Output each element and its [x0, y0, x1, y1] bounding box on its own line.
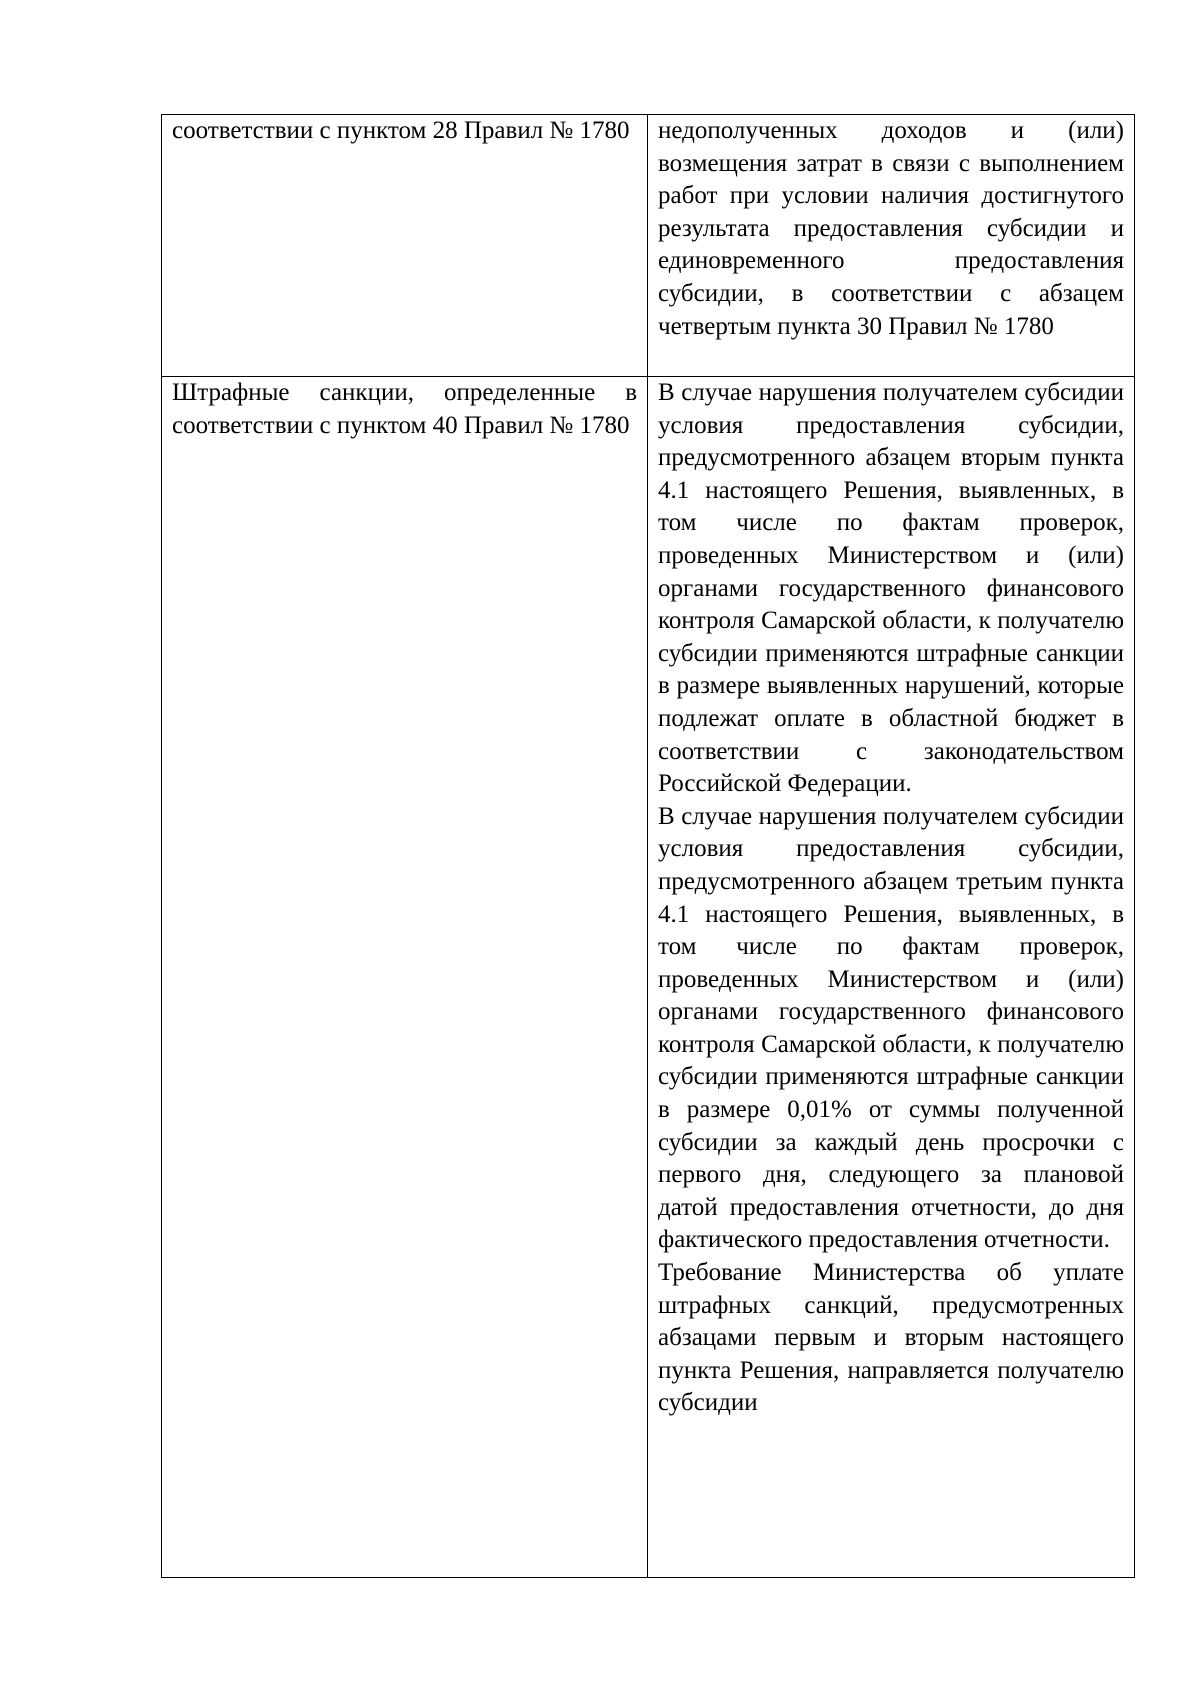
table-cell-right — [648, 115, 1135, 377]
cell-paragraph: В случае нарушения получателем субсидии условия предоставления субсидии, предусмотренного абзацем третьим пункта 4.1 настоящего Решения, выявленных, в том числе по фактам проверок, проведенных Министерством и (или) органами государственного финансового контроля Самарской области, к получателю субсидии применяются штрафные санкции в размере 0,01% от суммы полученной субсидии за каждый день просрочки с первого дня, следующего за плановой датой предоставления отчетности, до дня фактического предоставления отчетности. — [658, 802, 1124, 1254]
cell-paragraph: В случае нарушения получателем субсидии условия предоставления субсидии, предусмотренного абзацем вторым пункта 4.1 настоящего Решения, выявленных, в том числе по фактам проверок, проведенных Министерством и (или) органами государственного финансового контроля Самарской области, к получателю субсидии применяются штрафные санкции в размере выявленных нарушений, которые подлежат оплате в областной бюджет в соответствии с законодательством Российской Федерации. — [658, 379, 1124, 798]
table-cell-left — [162, 377, 648, 1578]
table-cell-left — [162, 115, 648, 377]
cell-text: Штрафные санкции, определенные в соответствии с пунктом 40 Правил № 1780 — [172, 379, 637, 439]
cell-text: соответствии с пунктом 28 Правил № 1780 — [172, 117, 630, 144]
cell-paragraph: недополученных доходов и (или) возмещения затрат в связи с выполнением работ при условии наличия достигнутого результата предоставления субсидии и единовременного предоставления субсидии, в соответствии с абзацем четвертым пункта 30 Правил № 1780 — [658, 117, 1124, 340]
document-table — [161, 114, 1135, 1578]
table-row — [162, 115, 1135, 377]
cell-paragraph: Требование Министерства об уплате штрафных санкций, предусмотренных абзацами первым и вторым настоящего пункта Решения, направляется получателю субсидии — [658, 1259, 1124, 1417]
table-cell-right — [648, 377, 1135, 1578]
table-row — [162, 377, 1135, 1578]
